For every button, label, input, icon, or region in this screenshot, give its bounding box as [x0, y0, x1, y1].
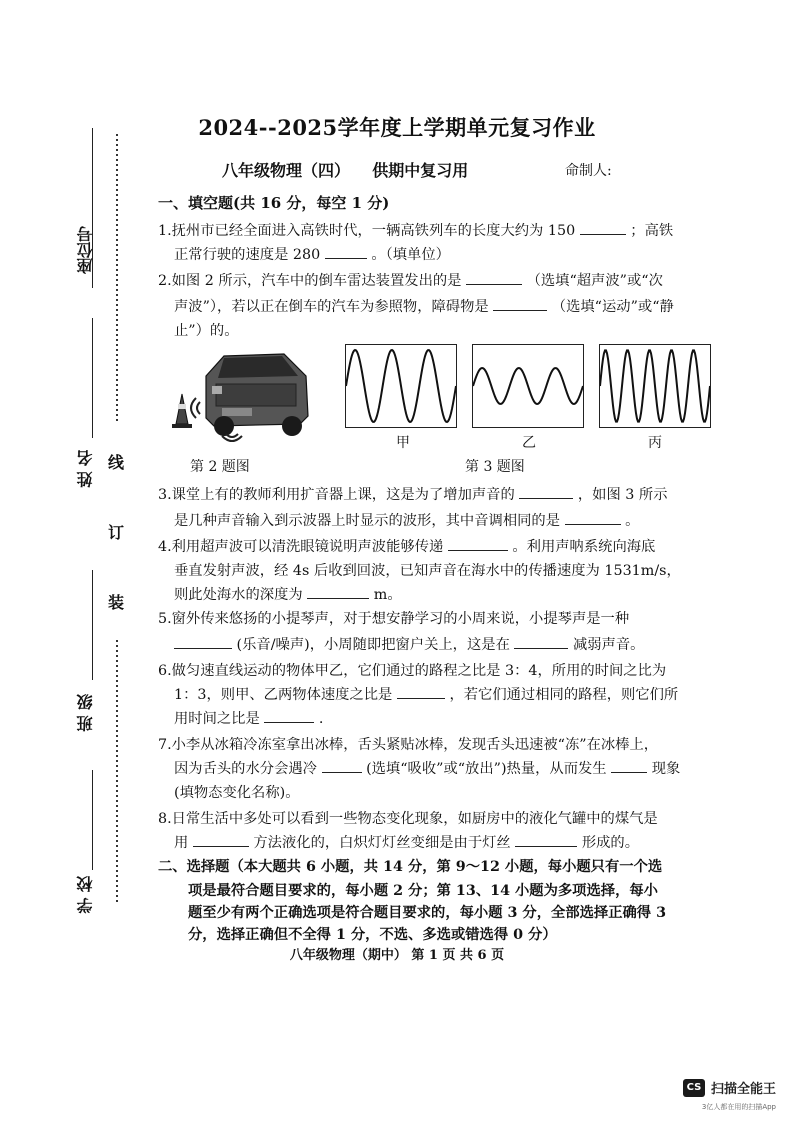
q2-line-3: 止”）的。 [174, 323, 239, 339]
q8-text-b: 方法液化的，白炽灯灯丝变细是由于灯丝 [253, 835, 511, 851]
q7-line-3: (填物态变化名称)。 [174, 785, 300, 801]
q6-line-3 [174, 708, 323, 728]
car-radar-figure [166, 346, 316, 446]
binding-char-order: 订 [108, 523, 125, 542]
answer-blank [466, 270, 522, 285]
q4-text-d: m。 [373, 587, 402, 603]
q4-text-c: 则此处海水的深度为 [174, 587, 303, 603]
q1-text-d: 。（填单位） [371, 247, 450, 263]
q4-line-3 [174, 584, 402, 604]
q6-text-b: ，若它们通过相同的路程，则它们所 [449, 687, 679, 703]
wave-label-bing: 丙 [648, 435, 662, 451]
section-2-heading-line-3: 题至少有两个正确选项是符合题目要求的，每小题 3 分，全部选择正确得 3 [188, 905, 667, 921]
q4-text-a: 4.利用超声波可以清洗眼镜说明声波能够传递 [158, 539, 444, 555]
name-line [92, 318, 93, 438]
q8-text-a: 用 [174, 835, 189, 851]
q2-text-d: （选填“运动”或“静 [551, 299, 674, 315]
q5-text-b: 减弱声音。 [572, 637, 645, 653]
fig2-caption: 第 2 题图 [190, 459, 250, 475]
q3-line-2 [174, 510, 639, 530]
answer-blank [325, 244, 367, 259]
answer-blank [515, 832, 577, 847]
q6-line-1: 6.做匀速直线运动的物体甲乙，它们通过的路程之比是 3：4，所用的时间之比为 [158, 663, 667, 679]
q7-text-c: 现象 [651, 761, 681, 777]
section-2-heading-line-2: 项是最符合题目要求的，每小题 2 分；第 13、14 小题为多项选择，每小 [188, 883, 658, 899]
answer-blank [307, 584, 369, 599]
q7-line-2 [174, 758, 680, 778]
q7-text-b: (选填“吸收”或“放出”)热量，从而发生 [366, 761, 607, 777]
waveform-jia [345, 344, 457, 428]
binding-dotted-line-top [116, 134, 118, 424]
answer-blank [493, 296, 547, 311]
wave-label-yi: 乙 [522, 435, 536, 451]
answer-blank [264, 708, 314, 723]
q8-line-1: 8.日常生活中多处可以看到一些物态变化现象，如厨房中的液化气罐中的煤气是 [158, 811, 658, 827]
q6-line-2 [174, 684, 678, 704]
q7-text-a: 因为舌头的水分会遇冷 [174, 761, 317, 777]
q6-text-c: 用时间之比是 [174, 711, 260, 727]
scanner-brand-name: 扫描全能王 [710, 1082, 776, 1097]
class-label: 班 级 [76, 694, 95, 732]
page-footer: 八年级物理（期中） 第 1 页 共 6 页 [289, 948, 505, 963]
answer-blank [448, 536, 508, 551]
author-label: 命制人: [565, 163, 612, 179]
q5-line-2 [174, 634, 644, 654]
school-label: 学 校 [76, 876, 95, 914]
q2-text-b: （选填“超声波”或“次 [526, 273, 663, 289]
answer-blank [174, 634, 232, 649]
q3-text-b: ，如图 3 所示 [577, 487, 668, 503]
name-label: 姓 名 [76, 450, 95, 488]
q2-text-c: 声波”），若以正在倒车的汽车为参照物，障碍物是 [174, 299, 489, 315]
q1-text-c: 正常行驶的速度是 280 [174, 247, 321, 263]
q4-text-b: 。利用声呐系统向海底 [512, 539, 656, 555]
answer-blank [397, 684, 445, 699]
q1-text-b: ；高铁 [630, 223, 674, 239]
q6-text-a: 1：3，则甲、乙两物体速度之比是 [174, 687, 393, 703]
q1-line-1 [158, 220, 673, 240]
class-line [92, 570, 93, 680]
q3-text-d: 。 [625, 513, 640, 529]
scanner-watermark [683, 1078, 776, 1097]
binding-dotted-line-bottom [116, 640, 118, 902]
q8-line-2 [174, 832, 639, 852]
section-2-heading-line-1: 二、选择题（本大题共 6 小题，共 14 分，第 9～12 小题，每小题只有一个选 [158, 859, 663, 875]
waveform-yi [472, 344, 584, 428]
answer-blank [193, 832, 249, 847]
binding-char-bind: 装 [108, 593, 125, 612]
q1-text-a: 1.抚州市已经全面进入高铁时代，一辆高铁列车的长度大约为 150 [158, 223, 576, 239]
answer-blank [565, 510, 621, 525]
q7-line-1: 7.小李从冰箱冷冻室拿出冰棒，舌头紧贴冰棒，发现舌头迅速被“冻”在冰棒上， [158, 737, 659, 753]
q3-text-a: 3.课堂上有的教师利用扩音器上课，这是为了增加声音的 [158, 487, 515, 503]
binding-char-line: 线 [108, 453, 125, 472]
answer-blank [611, 758, 647, 773]
q4-line-1 [158, 536, 655, 556]
school-line [92, 770, 93, 870]
fig3-caption: 第 3 题图 [465, 459, 525, 475]
q2-line-2 [174, 296, 674, 316]
q5-text-a: (乐音/噪声)，小周随即把窗户关上，这是在 [236, 637, 510, 653]
section-2-heading-line-4: 分，选择正确但不全得 1 分，不选、多选或错选得 0 分） [188, 927, 557, 943]
section-1-heading: 一、填空题(共 16 分，每空 1 分) [158, 194, 390, 212]
q3-line-1 [158, 484, 668, 504]
page-subtitle: 八年级物理（四） 供期中复习用 [222, 161, 469, 180]
q4-line-2: 垂直发射声波，经 4s 后收到回波，已知声音在海水中的传播速度为 1531m/s， [174, 563, 681, 579]
answer-blank [519, 484, 573, 499]
q2-line-1 [158, 270, 663, 290]
answer-blank [514, 634, 568, 649]
q6-text-d: . [318, 711, 324, 727]
scanner-logo-icon: CS [683, 1079, 705, 1097]
page-title: 2024--2025学年度上学期单元复习作业 [198, 115, 596, 140]
wave-label-jia: 甲 [396, 435, 410, 451]
seat-label: 座位号 [76, 226, 95, 274]
q3-text-c: 是几种声音输入到示波器上时显示的波形，其中音调相同的是 [174, 513, 561, 529]
q5-line-1: 5.窗外传来悠扬的小提琴声，对于想安静学习的小周来说，小提琴声是一种 [158, 611, 630, 627]
answer-blank [322, 758, 362, 773]
waveform-bing [599, 344, 711, 428]
q1-line-2 [174, 244, 450, 264]
answer-blank [580, 220, 626, 235]
scanner-tagline: 3亿人都在用的扫描App [701, 1103, 776, 1111]
q2-text-a: 2.如图 2 所示，汽车中的倒车雷达装置发出的是 [158, 273, 462, 289]
q8-text-c: 形成的。 [581, 835, 640, 851]
